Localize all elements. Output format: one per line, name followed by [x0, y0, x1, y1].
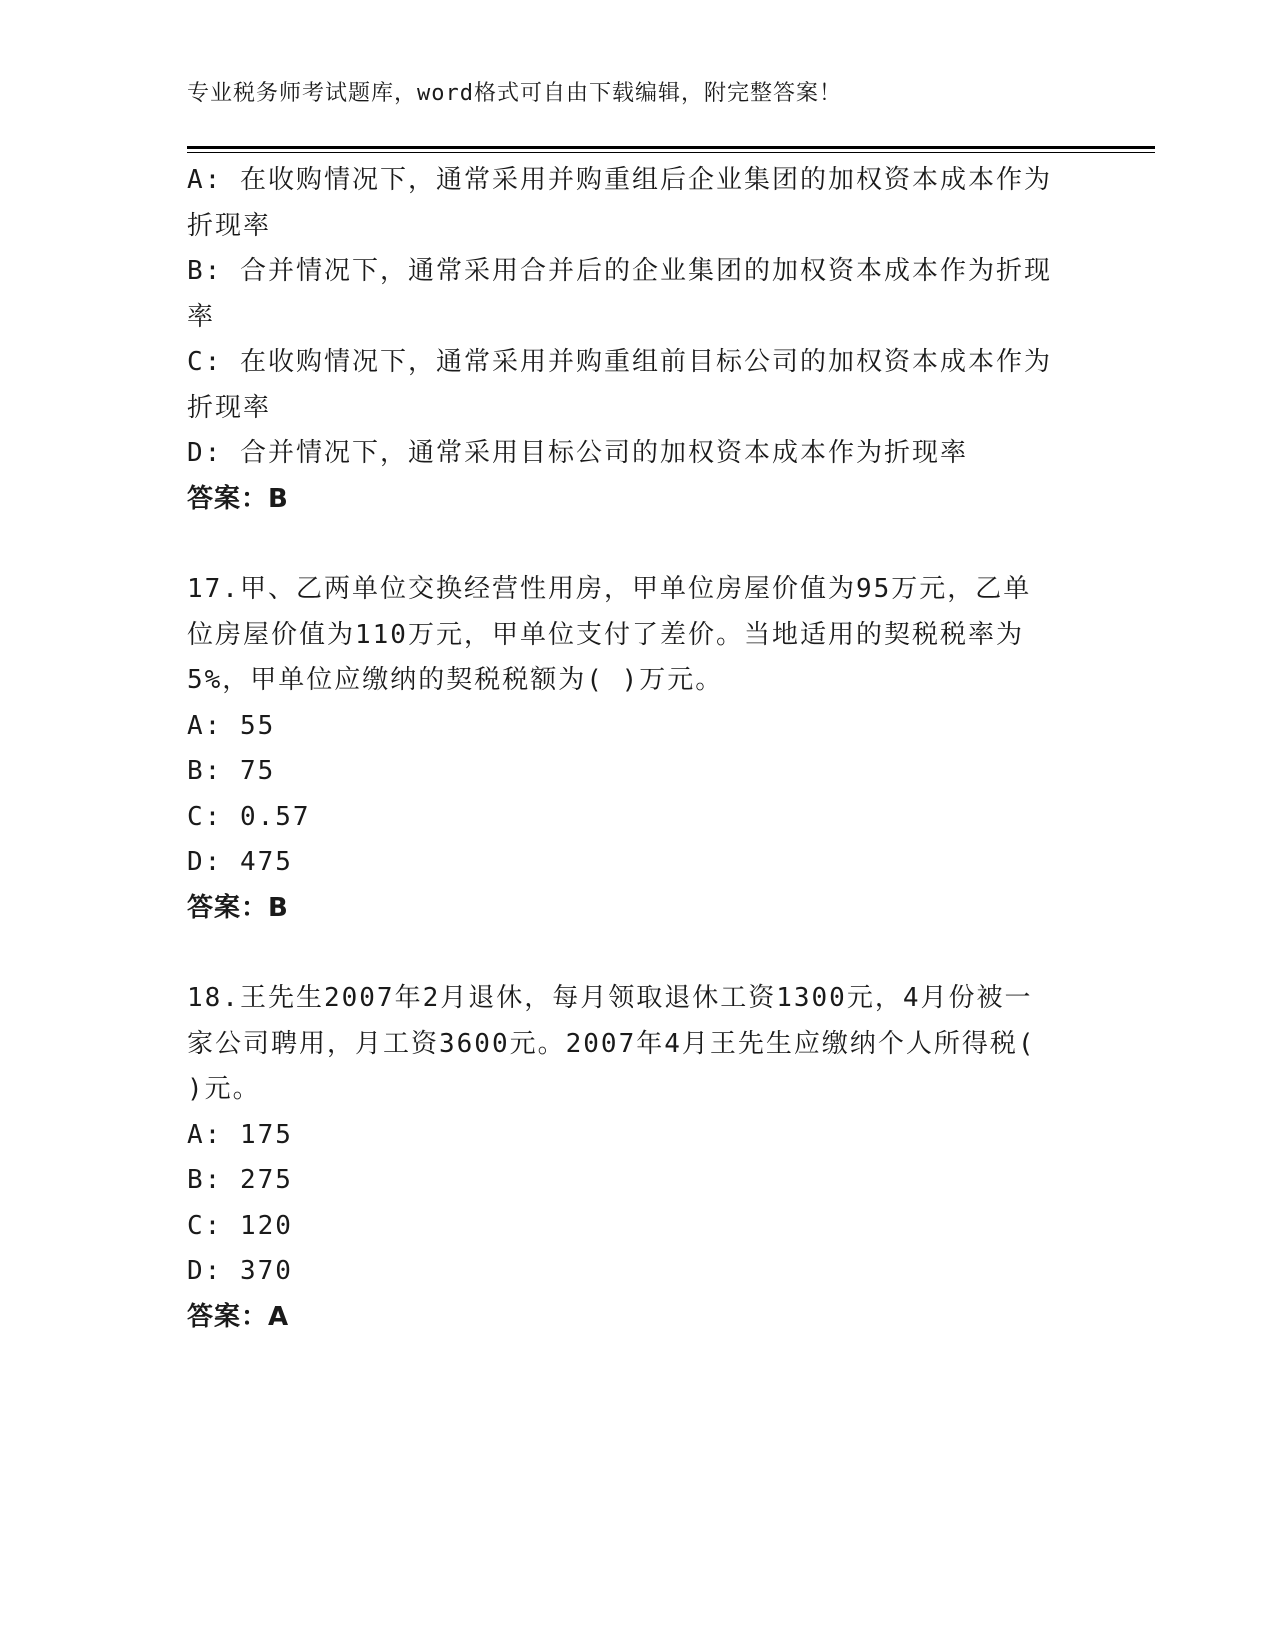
option-line: 折现率 — [187, 392, 272, 423]
q17-answer: 答案：B — [187, 892, 289, 923]
header-rule-thick — [187, 146, 1155, 149]
question-content — [187, 158, 1077, 1340]
q18-option-a: A: 175 — [187, 1119, 293, 1150]
q17-option-b: B: 75 — [187, 756, 276, 786]
q18-answer: 答案：A — [187, 1301, 290, 1332]
stem-line: )元。 — [187, 1074, 261, 1104]
stem-line: 18.王先生2007年2月退休，每月领取退休工资1300元，4月份被一 — [187, 983, 1033, 1013]
option-line: 折现率 — [187, 210, 272, 241]
q17-option-c: C: 0.57 — [187, 801, 311, 832]
q16-option-c — [187, 340, 1077, 431]
option-line: D: 合并情况下，通常采用目标公司的加权资本成本作为折现率 — [187, 438, 968, 468]
spacer — [187, 522, 1077, 567]
q16-option-d — [187, 431, 1077, 477]
option-line: 率 — [187, 301, 216, 332]
q17-stem — [187, 567, 1077, 704]
option-line: A: 在收购情况下，通常采用并购重组后企业集团的加权资本成本作为 — [187, 165, 1052, 195]
stem-line: 17.甲、乙两单位交换经营性用房，甲单位房屋价值为95万元，乙单 — [187, 574, 1032, 604]
header-rule-thin — [187, 152, 1155, 153]
spacer — [187, 931, 1077, 976]
q16-answer: 答案：B — [187, 483, 289, 514]
stem-line: 5%，甲单位应缴纳的契税税额为( )万元。 — [187, 665, 724, 695]
q16-option-b — [187, 249, 1077, 340]
q18-stem — [187, 976, 1077, 1113]
q17-option-a: A: 55 — [187, 710, 276, 741]
q18-option-d: D: 370 — [187, 1256, 293, 1286]
stem-line: 位房屋价值为110万元，甲单位支付了差价。当地适用的契税税率为 — [187, 619, 1024, 650]
page-header: 专业税务师考试题库，word格式可自由下载编辑，附完整答案！ — [187, 81, 842, 106]
q18-option-b: B: 275 — [187, 1165, 293, 1195]
q18-option-c: C: 120 — [187, 1210, 293, 1241]
option-line: B: 合并情况下，通常采用合并后的企业集团的加权资本成本作为折现 — [187, 256, 1052, 286]
q17-option-d: D: 475 — [187, 847, 293, 877]
q16-option-a — [187, 158, 1077, 249]
stem-line: 家公司聘用，月工资3600元。2007年4月王先生应缴纳个人所得税( — [187, 1028, 1036, 1059]
option-line: C: 在收购情况下，通常采用并购重组前目标公司的加权资本成本作为 — [187, 347, 1052, 377]
